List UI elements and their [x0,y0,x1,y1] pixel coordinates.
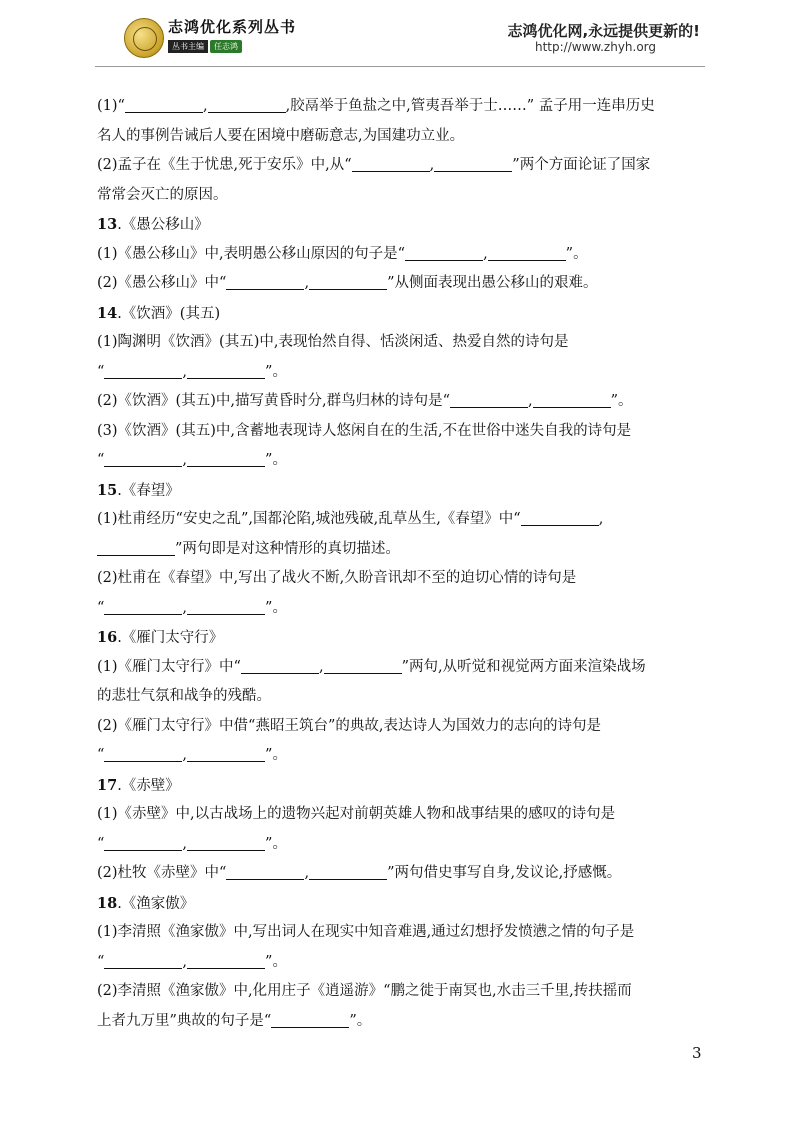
line-text: (2)李清照《渔家傲》中,化用庄子《逍遥游》“鹏之徙于南冥也,水击三千里,抟扶摇而 [97,983,632,999]
answer-blank[interactable] [324,657,402,674]
line-text: “ [97,747,105,763]
question-line [97,417,705,447]
section-title: .《赤壁》 [117,777,180,794]
question-line [97,682,705,712]
answer-blank[interactable] [352,155,430,172]
section-number: 14 [97,304,118,322]
line-text: , [182,747,188,763]
publisher-logo-icon [124,18,164,58]
line-text: ”。 [610,393,633,409]
header-divider [95,66,705,67]
line-text: , [598,511,604,527]
line-text: , [182,835,188,852]
question-line [97,505,705,535]
line-text: (2)《愚公移山》中“ [97,275,227,291]
line-text: ”从侧面表现出愚公移山的艰难。 [387,275,598,291]
section-title: .《雁门太守行》 [117,630,224,646]
section-number: 13 [97,216,118,233]
section-heading [97,889,705,919]
answer-blank[interactable] [434,155,512,172]
question-line [97,151,705,181]
answer-blank[interactable] [187,834,265,851]
question-line [97,918,705,948]
answer-blank[interactable] [271,1011,349,1028]
section-number: 17 [97,776,118,794]
answer-blank[interactable] [450,391,528,408]
section-title: .《春望》 [117,482,180,499]
line-text: , [429,157,435,173]
line-text: (1)《赤壁》中,以古战场上的遗物兴起对前朝英雄人物和战事结果的感叹的诗句是 [97,806,616,822]
line-text: , [182,599,188,616]
answer-blank[interactable] [521,509,599,526]
answer-blank[interactable] [226,863,304,880]
line-text: , [202,98,208,114]
answer-blank[interactable] [104,834,182,851]
answer-blank[interactable] [187,952,265,969]
section-heading [97,210,705,240]
question-line [97,859,705,889]
answer-blank[interactable] [104,598,182,615]
answer-blank[interactable] [226,273,304,290]
series-title: 志鸿优化系列丛书 [168,18,297,36]
line-text: (1)《愚公移山》中,表明愚公移山原因的句子是“ [97,245,406,262]
question-line [97,830,705,860]
answer-blank[interactable] [125,96,203,113]
answer-blank[interactable] [187,745,265,762]
line-text: (2)杜甫在《春望》中,写出了战火不断,久盼音讯却不至的迫切心情的诗句是 [97,570,577,586]
line-text: ”。 [265,363,287,380]
section-heading [97,299,705,329]
line-text: ”。 [349,1012,372,1029]
question-line [97,122,705,152]
section-heading [97,623,705,653]
question-line [97,535,705,565]
section-heading [97,476,705,506]
question-line [97,328,705,358]
answer-blank[interactable] [309,863,387,880]
line-text: “ [97,452,105,468]
site-slogan: 志鸿优化网,永远提供更新的! [507,22,700,40]
section-title: .《愚公移山》 [117,217,209,233]
line-text: 上者九万里”典故的句子是“ [97,1012,272,1029]
line-text: (1)陶渊明《饮酒》(其五)中,表现怡然自得、恬淡闲适、热爱自然的诗句是 [97,334,569,350]
answer-blank[interactable] [187,450,265,467]
section-number: 18 [97,894,118,912]
question-line [97,594,705,624]
answer-blank[interactable] [405,244,483,261]
line-text: (3)《饮酒》(其五)中,含蓄地表现诗人悠闲自在的生活,不在世俗中迷失自我的诗句是 [97,422,632,439]
answer-blank[interactable] [309,273,387,290]
line-text: ”。 [565,245,588,262]
section-heading [97,771,705,801]
line-text: (1)“ [97,98,125,114]
answer-blank[interactable] [488,244,566,261]
line-text: (1)李清照《渔家傲》中,写出词人在现实中知音难遇,通过幻想抒发愤懑之情的句子是 [97,924,635,940]
line-text: 常常会灭亡的原因。 [97,186,228,203]
line-text: (2)《雁门太守行》中借“燕昭王筑台”的典故,表达诗人为国效力的志向的诗句是 [97,717,601,734]
question-line [97,741,705,771]
answer-blank[interactable] [104,450,182,467]
question-line [97,948,705,978]
line-text: , [182,452,188,468]
line-text: , [318,658,324,675]
answer-blank[interactable] [533,391,611,408]
answer-blank[interactable] [97,539,175,556]
line-text: 的悲壮气氛和战争的残酷。 [97,688,271,704]
page-number: 3 [692,1044,702,1062]
line-text: , [527,393,533,409]
site-url[interactable]: http://www.zhyh.org [535,40,657,54]
line-text: , [182,953,188,970]
question-line [97,1007,705,1037]
question-line [97,181,705,211]
answer-blank[interactable] [104,745,182,762]
answer-blank[interactable] [241,657,319,674]
question-line [97,387,705,417]
line-text: (2)孟子在《生于忧患,死于安乐》中,从“ [97,157,352,173]
line-text: , [304,865,310,881]
answer-blank[interactable] [187,598,265,615]
question-content [97,92,705,1036]
question-line [97,712,705,742]
question-line [97,977,705,1007]
question-line [97,653,705,683]
line-text: (2)杜牧《赤壁》中“ [97,865,227,881]
line-text: , [304,275,310,291]
line-text: , [182,363,188,380]
line-text: ”两个方面论证了国家 [512,157,651,173]
line-text: “ [97,953,105,970]
question-line [97,92,705,122]
editor-label: 丛书主编 [168,40,208,53]
section-title: .《渔家傲》 [117,895,195,912]
answer-blank[interactable] [104,362,182,379]
page-header [0,0,800,72]
line-text: ”两句借史事写自身,发议论,抒感慨。 [387,865,622,881]
line-text: “ [97,363,105,380]
line-text: ”两句,从听觉和视觉两方面来渲染战场 [401,658,646,675]
section-title: .《饮酒》(其五) [117,305,221,322]
question-line [97,240,705,270]
answer-blank[interactable] [104,952,182,969]
answer-blank[interactable] [187,362,265,379]
line-text: ”。 [265,953,287,970]
question-line [97,564,705,594]
line-text: “ [97,835,105,852]
question-line [97,800,705,830]
line-text: “ [97,599,105,616]
section-number: 15 [97,481,118,499]
line-text: ”。 [265,747,287,763]
line-text: ,胶鬲举于鱼盐之中,管夷吾举于士……” 孟子用一连串历史 [285,98,655,114]
line-text: ”两句即是对这种情形的真切描述。 [175,540,400,557]
line-text: (2)《饮酒》(其五)中,描写黄昏时分,群鸟归林的诗句是“ [97,393,450,409]
line-text: ”。 [265,835,287,852]
question-line [97,269,705,299]
line-text: , [483,245,488,262]
answer-blank[interactable] [208,96,286,113]
line-text: ”。 [265,599,287,616]
line-text: ”。 [265,452,287,468]
question-line [97,358,705,388]
editor-name: 任志鸿 [210,40,242,53]
line-text: 名人的事例告诫后人要在困境中磨砺意志,为国建功立业。 [97,127,465,144]
question-line [97,446,705,476]
line-text: (1)《雁门太守行》中“ [97,658,241,675]
section-number: 16 [97,629,118,646]
line-text: (1)杜甫经历“安史之乱”,国都沦陷,城池残破,乱草丛生,《春望》中“ [97,511,521,527]
